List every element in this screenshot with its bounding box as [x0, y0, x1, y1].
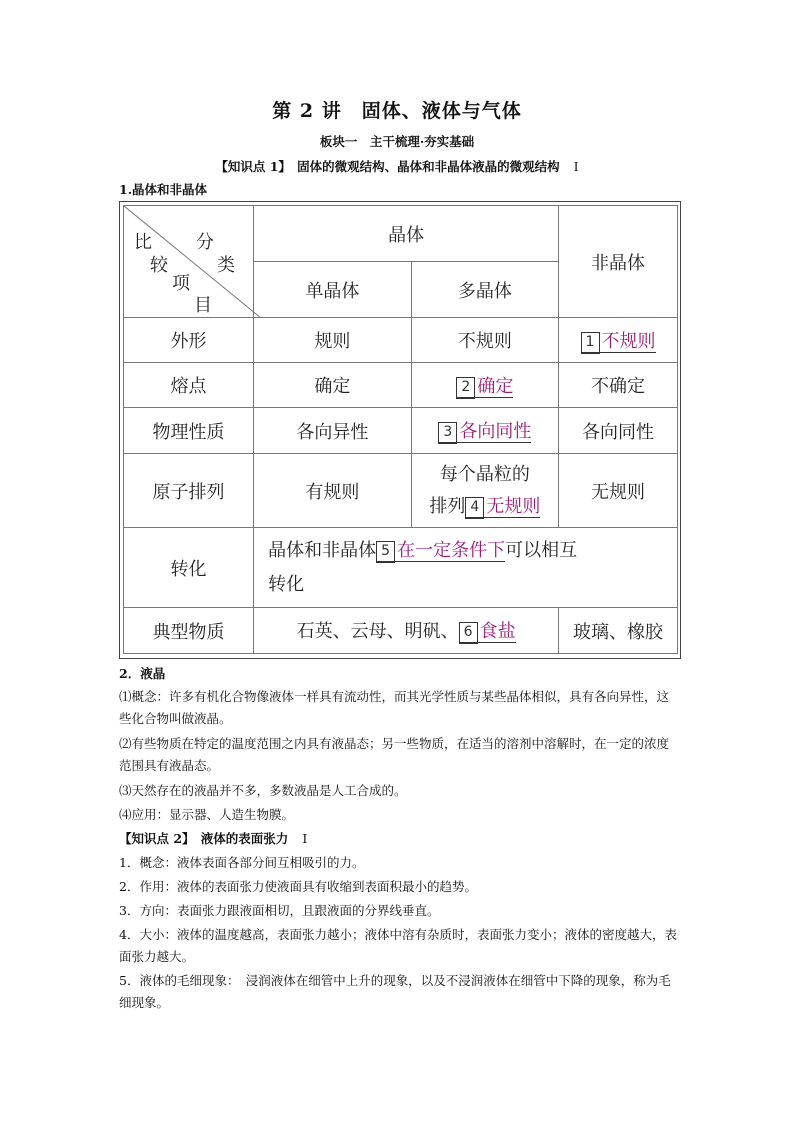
answer-number-5: 5	[376, 541, 395, 563]
corner-char-fen: 分	[196, 232, 214, 253]
cell-melt-amorphous: 不确定	[559, 363, 678, 408]
cell-shape-single: 规则	[254, 318, 412, 363]
kp1-level: Ⅰ	[573, 159, 579, 174]
surface-tension-p4: 4．大小：液体的温度越高，表面张力越小；液体中溶有杂质时，表面张力变小；液体的密度越大，表面张力越大。	[119, 927, 677, 964]
answer-text-5: 在一定条件下	[397, 539, 506, 561]
answer-2	[456, 376, 513, 398]
corner-char-jiao: 较	[150, 255, 168, 276]
liquid-crystal-p2: ⑵有些物质在特定的温度范围之内具有液晶态；另一些物质，在适当的溶剂中溶解时，在一定的浓度范围具有液晶态。	[119, 736, 670, 773]
answer-text-1: 不规则	[601, 330, 656, 352]
section-subtitle: 板块一 主干梳理·夯实基础	[319, 134, 475, 149]
cell-transform	[254, 528, 678, 608]
corner-diagonal-line	[124, 206, 261, 318]
cell-atom-poly-prefix: 排列	[429, 495, 466, 517]
answer-3	[438, 421, 531, 443]
cell-typical-crystal	[254, 608, 559, 654]
transform-suffix: 可以相互	[505, 539, 578, 561]
transform-suffix-2: 转化	[268, 573, 305, 595]
section-1-heading: 1.晶体和非晶体	[119, 182, 208, 197]
cell-atom-poly-line1: 每个晶粒的	[439, 463, 530, 485]
cell-shape-amorphous	[559, 318, 678, 363]
cell-typical-amorphous: 玻璃、橡胶	[559, 608, 678, 654]
typical-prefix: 石英、云母、明矾、	[296, 621, 459, 642]
surface-tension-p5: 5．液体的毛细现象： 浸润液体在细管中上升的现象，以及不浸润液体在细管中下降的现象，称为毛细现象。	[119, 973, 671, 1010]
answer-number-2: 2	[456, 377, 475, 399]
cell-atom-amorphous: 无规则	[559, 454, 678, 528]
crystal-comparison-table	[123, 205, 678, 654]
cell-melt-single: 确定	[254, 363, 412, 408]
cell-melt-poly	[411, 363, 558, 408]
cell-phys-single: 各向异性	[254, 408, 412, 454]
liquid-crystal-p4: ⑷应用：显示器、人造生物膜。	[119, 807, 295, 822]
cell-phys-poly	[411, 408, 558, 454]
surface-tension-p1: 1．概念：液体表面各部分间互相吸引的力。	[119, 855, 365, 870]
kp2-level: Ⅰ	[302, 831, 308, 846]
answer-number-3: 3	[438, 422, 457, 444]
corner-char-mu: 目	[194, 295, 212, 316]
answer-text-6: 食盐	[479, 621, 516, 642]
answer-text-2: 确定	[477, 375, 514, 397]
row-label-typical: 典型物质	[124, 608, 254, 654]
answer-4	[465, 496, 540, 518]
answer-number-6: 6	[459, 622, 478, 644]
cell-shape-poly: 不规则	[411, 318, 558, 363]
page-title: 第 2 讲 固体、液体与气体	[272, 100, 522, 122]
header-crystal: 晶体	[254, 206, 559, 262]
cell-phys-amorphous: 各向同性	[559, 408, 678, 454]
row-label-melting: 熔点	[124, 363, 254, 408]
answer-text-4: 无规则	[486, 495, 541, 517]
knowledge-point-2-heading	[119, 828, 681, 850]
header-amorphous: 非晶体	[559, 206, 678, 318]
cell-atom-single: 有规则	[254, 454, 412, 528]
cell-atom-poly	[411, 454, 558, 528]
answer-5	[376, 540, 505, 562]
answer-number-4: 4	[465, 497, 484, 519]
row-label-atomic: 原子排列	[124, 454, 254, 528]
liquid-crystal-p3: ⑶天然存在的液晶并不多，多数液晶是人工合成的。	[119, 783, 407, 798]
corner-char-lei: 类	[217, 255, 235, 276]
kp2-label: 【知识点 2】 液体的表面张力	[119, 831, 289, 846]
table-corner-cell	[124, 206, 254, 318]
header-single-crystal: 单晶体	[254, 262, 412, 318]
transform-prefix: 晶体和非晶体	[268, 539, 377, 561]
surface-tension-p2: 2．作用：液体的表面张力使液面具有收缩到表面积最小的趋势。	[119, 879, 477, 894]
answer-6	[459, 621, 516, 643]
cell-atom-poly-line2	[416, 491, 554, 523]
row-label-transform: 转化	[124, 528, 254, 608]
row-label-physical: 物理性质	[124, 408, 254, 454]
answer-1	[581, 331, 656, 353]
header-poly-crystal: 多晶体	[411, 262, 558, 318]
knowledge-point-1-heading	[0, 157, 794, 175]
corner-char-bi: 比	[134, 232, 152, 253]
liquid-crystal-heading: 2．液晶	[119, 666, 166, 681]
kp1-label: 【知识点 1】 固体的微观结构、晶体和非晶体液晶的微观结构	[215, 159, 560, 174]
row-label-shape: 外形	[124, 318, 254, 363]
answer-number-1: 1	[581, 332, 600, 354]
surface-tension-p3: 3．方向：表面张力跟液面相切，且跟液面的分界线垂直。	[119, 903, 440, 918]
answer-text-3: 各向同性	[459, 421, 532, 442]
liquid-crystal-p1: ⑴概念：许多有机化合物像液体一样具有流动性，而其光学性质与某些晶体相似，具有各向异性，这些化合物叫做液晶。	[119, 689, 670, 726]
corner-char-xiang: 项	[172, 273, 190, 294]
